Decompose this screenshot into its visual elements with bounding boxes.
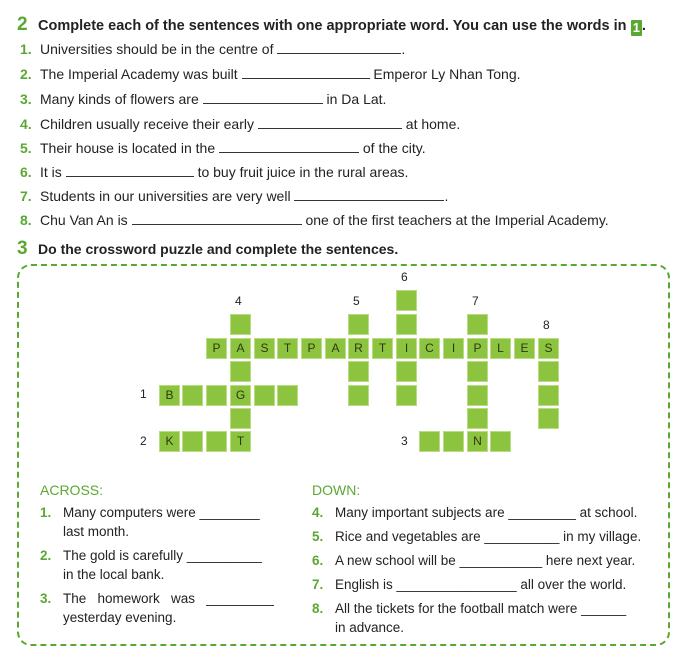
sentence-number: 8. [20,212,32,228]
down-clue-number: 4. [312,505,324,520]
sentence-number: 7. [20,188,32,204]
sentence-text-after: . [401,41,406,57]
sentence-text-after: one of the first teachers at the Imperial Academy. [305,212,609,228]
answer-blank[interactable] [242,66,370,79]
across-clue-text: The gold is carefully __________ [63,548,262,563]
sentence-1 [20,41,406,59]
grid-cell[interactable] [348,314,369,335]
sentence-text-before: Universities should be in the centre of [40,41,274,57]
across-clue-number: 3. [40,591,52,606]
grid-cell[interactable] [182,431,203,452]
exercise-2-number: 2 [17,14,28,35]
clue-number-3: 3 [401,434,408,448]
down-clue-text: All the tickets for the football match were ______ [335,601,627,616]
grid-cell[interactable] [538,361,559,382]
grid-cell[interactable]: P [467,338,488,359]
exercise-3-number: 3 [17,238,28,259]
sentence-text-after: in Da Lat. [326,91,387,107]
grid-cell[interactable]: I [443,338,464,359]
grid-cell[interactable]: K [159,431,180,452]
grid-cell[interactable]: A [325,338,346,359]
sentence-number: 4. [20,116,32,132]
sentence-7 [20,188,449,206]
down-clue-number: 8. [312,601,324,616]
grid-cell[interactable]: I [396,338,417,359]
sentence-2 [20,66,521,84]
down-clue-text: in advance. [335,620,405,635]
clue-number-2: 2 [140,434,147,448]
answer-blank[interactable] [258,116,402,129]
sentence-8 [20,212,609,230]
down-clue-number: 7. [312,577,324,592]
clue-number-4: 4 [235,294,242,308]
grid-cell[interactable] [467,408,488,429]
grid-cell[interactable]: P [301,338,322,359]
grid-cell[interactable] [277,385,298,406]
exercise-2-period: . [641,18,646,34]
sentence-text-before: It is [40,164,62,180]
clue-number-7: 7 [472,294,479,308]
sentence-number: 1. [20,41,32,57]
grid-cell[interactable]: T [230,431,251,452]
grid-cell[interactable]: C [419,338,440,359]
answer-blank[interactable] [66,164,194,177]
sentence-text-before: Chu Van An is [40,212,128,228]
across-clue-text: in the local bank. [63,567,165,582]
exercise-2-instruction: Complete each of the sentences with one appropriate word. You can use the words in [38,18,627,34]
sentence-text-after: at home. [405,116,461,132]
sentence-text-after: to buy fruit juice in the rural areas. [197,164,409,180]
grid-cell[interactable]: L [490,338,511,359]
grid-cell[interactable] [230,361,251,382]
grid-cell[interactable] [467,361,488,382]
grid-cell[interactable] [230,314,251,335]
grid-cell[interactable] [443,431,464,452]
sentence-text-before: Their house is located in the [40,140,216,156]
sentence-5 [20,140,426,158]
sentence-text-after: of the city. [362,140,426,156]
grid-cell[interactable]: N [467,431,488,452]
down-clue-number: 6. [312,553,324,568]
grid-cell[interactable]: E [514,338,535,359]
grid-cell[interactable]: T [277,338,298,359]
grid-cell[interactable] [396,361,417,382]
grid-cell[interactable] [419,431,440,452]
across-clue-number: 2. [40,548,52,563]
grid-cell[interactable]: R [348,338,369,359]
grid-cell[interactable] [182,385,203,406]
sentence-number: 2. [20,66,32,82]
clue-number-6: 6 [401,270,408,284]
grid-cell[interactable] [254,385,275,406]
answer-blank[interactable] [294,188,444,201]
grid-cell[interactable] [396,290,417,311]
grid-cell[interactable] [490,431,511,452]
grid-cell[interactable] [396,314,417,335]
sentence-text-before: Children usually receive their early [40,116,254,132]
sentence-4 [20,116,461,134]
answer-blank[interactable] [203,91,323,104]
grid-cell[interactable] [538,408,559,429]
across-clue-number: 1. [40,505,52,520]
down-clue-text: A new school will be ___________ here next year. [335,553,636,568]
sentence-text-after: . [444,188,449,204]
sentence-number: 5. [20,140,32,156]
grid-cell[interactable] [230,408,251,429]
sentence-text-before: The Imperial Academy was built [40,66,238,82]
down-clue-text: English is ________________ all over the world. [335,577,627,592]
grid-cell[interactable]: S [538,338,559,359]
grid-cell[interactable] [206,431,227,452]
sentence-text-before: Many kinds of flowers are [40,91,199,107]
across-title: ACROSS: [40,482,104,498]
answer-blank[interactable] [219,140,359,153]
across-clue-text: yesterday evening. [63,610,177,625]
down-title: DOWN: [312,482,361,498]
grid-cell[interactable] [396,385,417,406]
grid-cell[interactable]: T [372,338,393,359]
across-clue-text: last month. [63,524,130,539]
grid-cell[interactable]: P [206,338,227,359]
grid-cell[interactable]: G [230,385,251,406]
grid-cell[interactable]: S [254,338,275,359]
down-clue-text: Many important subjects are _________ at school. [335,505,638,520]
grid-cell[interactable] [538,385,559,406]
grid-cell[interactable] [348,385,369,406]
clue-number-5: 5 [353,294,360,308]
sentence-text-after: Emperor Ly Nhan Tong. [373,66,521,82]
sentence-text-before: Students in our universities are very well [40,188,291,204]
down-clue-number: 5. [312,529,324,544]
answer-blank[interactable] [132,212,302,225]
exercise-3-instruction: Do the crossword puzzle and complete the sentences. [38,241,399,257]
down-clue-text: Rice and vegetables are __________ in my village. [335,529,642,544]
clue-number-1: 1 [140,387,147,401]
sentence-number: 3. [20,91,32,107]
answer-blank[interactable] [277,41,401,54]
sentence-3 [20,91,387,109]
grid-cell[interactable] [467,385,488,406]
sentence-number: 6. [20,164,32,180]
grid-cell[interactable]: B [159,385,180,406]
exercise-1-reference: 1 [632,20,641,35]
exercise-2-header [17,14,646,36]
clue-number-8: 8 [543,318,550,332]
grid-cell[interactable] [206,385,227,406]
grid-cell[interactable]: A [230,338,251,359]
across-clue-text: Many computers were ________ [63,505,260,520]
exercise-3-header [17,238,398,260]
grid-cell[interactable] [467,314,488,335]
sentence-6 [20,164,409,182]
grid-cell[interactable] [348,361,369,382]
across-clue-text: The homework was _________ [63,591,274,606]
